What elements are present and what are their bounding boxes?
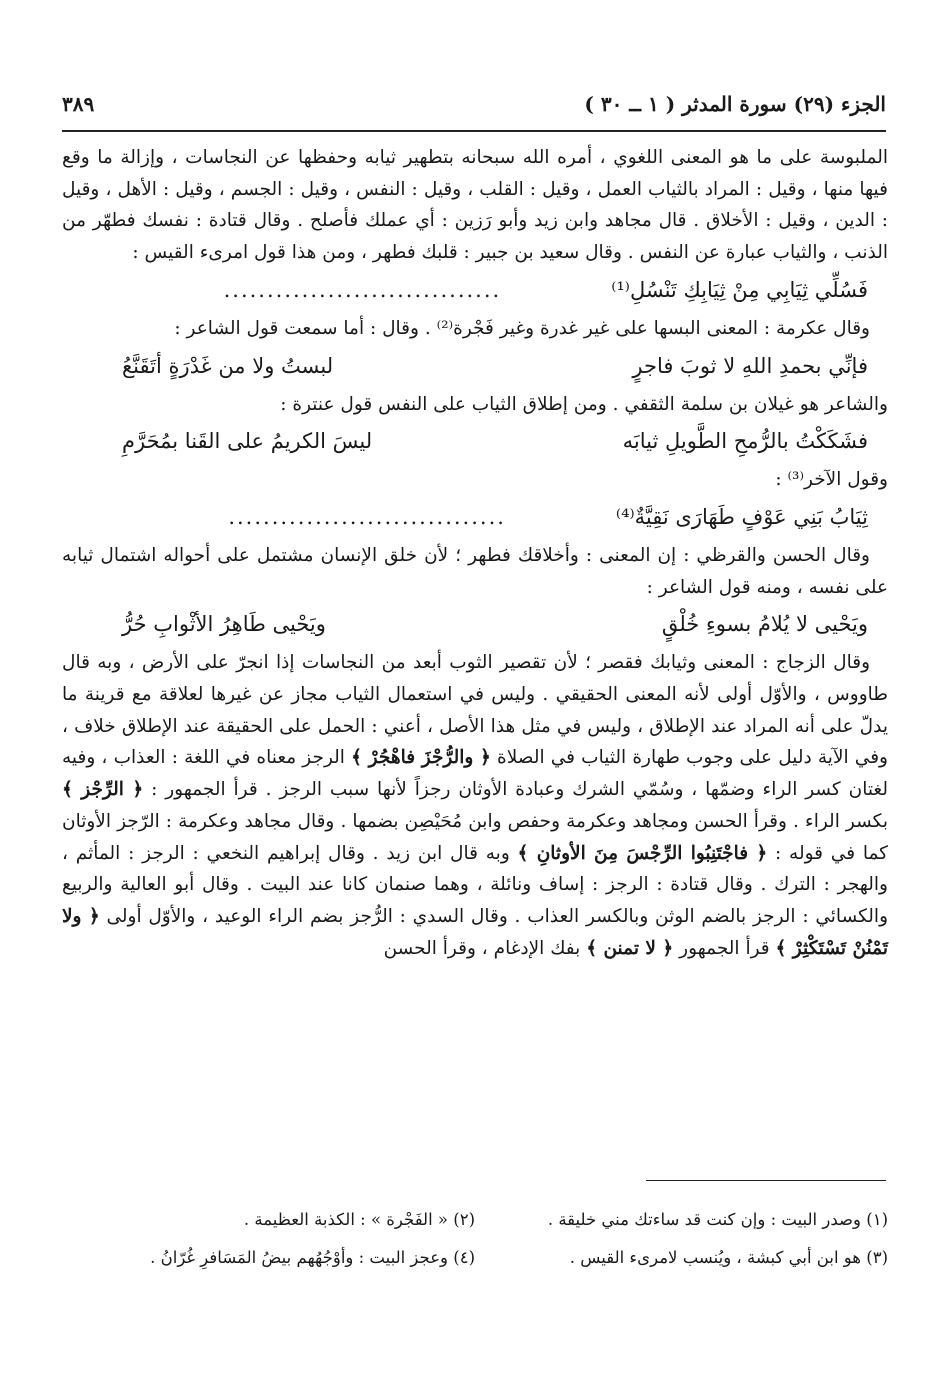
- verse-5: [122, 603, 868, 647]
- verse-3-first-hemistich: فشَكَكْتُ بالرُّمحِ الطَّويلِ ثيابَه: [622, 429, 868, 454]
- quran-quote-3: ﴿ فاجْتَنِبُوا الرِّجْسَ مِنَ الأوثانِ ﴾: [517, 842, 768, 864]
- footnote-1: (١) وصدر البيت : وإن كنت قد ساءتك مني خليقة .: [547, 1209, 888, 1229]
- paragraph-6-part-e: قرأ الجمهور: [673, 937, 776, 959]
- paragraph-6-part-a: وقال الزجاج : المعنى وثيابك فقصر ؛ لأن تقصير الثوب أبعد من النجاسات إذا انجرّ على الأرض ، وبه قال طاووس ، والأوّل أولى لأنه المعنى الحقيقي . وليس في استعمال الثياب مجاز عن غيرها لعلاقة مع قرينة ما يدلّ على أنه المراد عند الإطلاق ، وليس في مثل هذا الأصل ، أعني : الحمل على الحقيقة عند الإطلاق خلاف ، وفي الآية دليل على وجوب طهارة الثياب في الصلاة: [62, 652, 888, 769]
- paragraph-4: وقول الآخر⁽³⁾ :: [775, 469, 888, 491]
- paragraph-2: وقال عكرمة : المعنى البسها على غير غدرة وغير فَجْرة⁽²⁾ . وقال : أما سمعت قول الشاعر :: [174, 317, 870, 339]
- footnote-rule: [646, 1180, 886, 1181]
- footnote-3: (٣) هو ابن أبي كبشة ، ويُنسب لامرىء القيس .: [569, 1247, 888, 1267]
- verse-3-second-hemistich: ليسَ الكريمُ على القَنا بمُحَرَّمِ: [122, 429, 373, 454]
- verse-5-second-hemistich: ويَحْيى طَاهِرُ الأثْوابِ حُرُّ: [122, 612, 326, 637]
- paragraph-3: والشاعر هو غيلان بن سلمة الثقفي . ومن إطلاق الثياب على النفس قول عنترة :: [280, 393, 888, 415]
- verse-2-first-hemistich: فإنِّي بحمدِ اللهِ لا ثوبَ فاجرٍ: [632, 353, 868, 378]
- quran-quote-2: ﴿ الرِّجْز ﴾: [62, 779, 144, 801]
- verse-5-first-hemistich: ويَحْيى لا يُلامُ بسوءِ خُلْقٍ: [661, 612, 868, 637]
- footnote-4: (٤) وعجز البيت : وأوْجُهُهم بيضُ المَسَافرِ غُرّانُ .: [150, 1247, 475, 1267]
- footnote-row: [62, 1200, 888, 1238]
- footnote-row: [62, 1238, 888, 1276]
- header-title: الجزء (٢٩) سورة المدثر ( ١ ــ ٣٠ ): [584, 92, 886, 116]
- running-header: [62, 92, 886, 122]
- header-rule: [62, 130, 886, 132]
- paragraph-1: الملبوسة على ما هو المعنى اللغوي ، أمره الله سبحانه بتطهير ثيابه وحفظها عن النجاسات ، وإزالة ما وقع فيها منها ، وقيل : المراد بالثياب العمل ، وقيل : القلب ، وقيل : النفس ، وقيل : الجسم ، وقيل : الأهل ، وقيل : الدين ، وقيل : الأخلاق . قال مجاهد وابن زيد وأبو رَزين : أي عملك فأصلح . وقال قتادة : نفسك فطهّر من الذنب ، والثياب عبارة عن النفس . وقال سعيد بن جبير : قلبك فطهر ، ومن هذا قول امرىء القيس :: [62, 147, 888, 264]
- paragraph-6-part-c: بكسر الراء . وقرأ الحسن ومجاهد وعكرمة وحفص وابن مُحَيْصِن بضمها . وقال مجاهد وعكرمة : الرّجز الأوثان كما في قوله :: [62, 810, 888, 864]
- paragraph-5: وقال الحسن والقرظي : إن المعنى : وأخلاقك فطهر ؛ لأن خلق الإنسان مشتمل على أحواله اشتمال ثيابه على نفسه ، ومنه قول الشاعر :: [62, 544, 888, 598]
- paragraph-6: [62, 647, 888, 964]
- body-text: [62, 142, 888, 964]
- verse-2: [122, 345, 868, 389]
- verse-2-second-hemistich: لبستُ ولا من غَدْرَةٍ أتَقَنَّعُ: [122, 353, 334, 378]
- paragraph-6-part-d: وبه قال ابن زيد . وقال إبراهيم النخعي : الرجز : المأثم ، والهجر : الترك . وقال قتادة : الرجز : إساف ونائلة ، وهما صنمان كانا عند البيت . وقال أبو العالية والربيع والكسائي : الرجز بالضم الوثن وبالكسر العذاب . وقال السدي : الرُّجز بضم الراء الوعيد ، والأوّل أولى: [62, 842, 888, 927]
- verse-1: [122, 269, 868, 313]
- verse-1-text: فَسُلِّي ثِيَابِي مِنْ ثِيَابِكِ تَنْسُلِ⁽¹⁾: [611, 277, 868, 302]
- page-number: ٣٨٩: [62, 92, 95, 116]
- verse-4-dots: ................................: [228, 505, 506, 530]
- verse-3: [122, 420, 868, 464]
- quran-quote-1: ﴿ والرُّجْزَ فاهْجُرْ ﴾: [351, 747, 491, 769]
- footnotes: [62, 1200, 888, 1276]
- paragraph-6-part-f: بفك الإدغام ، وقرأ الحسن: [383, 937, 587, 959]
- paragraph-6-part-b: الرجز معناه في اللغة : العذاب ، وفيه لغتان كسر الراء وضمّها ، وسُمّي الشرك وعبادة الأوثان رجزاً لأنها سبب الرجز . قرأ الجمهور :: [62, 747, 888, 801]
- verse-4-text: ثِيَابُ بَنِي عَوْفٍ طَهَارَى نَقِيَّةٌ⁽⁴⁾: [615, 505, 868, 530]
- quran-quote-5: ﴿ لا تمنن ﴾: [586, 937, 674, 959]
- verse-4: [122, 496, 868, 540]
- footnote-2: (٢) « الفَجْرة » : الكذبة العظيمة .: [243, 1209, 475, 1229]
- quran-quote-4: ﴿ ولا تَمْنُنْ تَسْتَكْثِرْ ﴾: [62, 905, 888, 959]
- verse-1-dots: ................................: [223, 277, 502, 302]
